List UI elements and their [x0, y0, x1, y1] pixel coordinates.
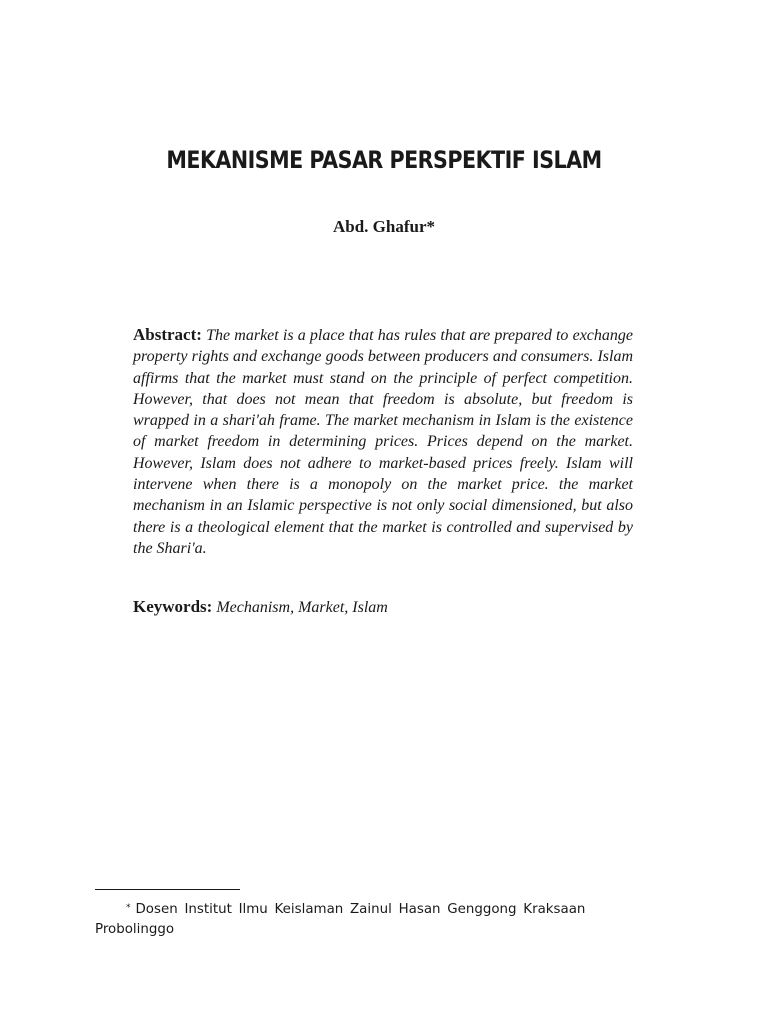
footnote-marker: * — [126, 903, 131, 913]
keywords-line — [133, 596, 633, 619]
footnote-text-line1: Dosen Institut Ilmu Keislaman Zainul Hasan Genggong Kraksaan — [135, 902, 586, 917]
footnote-text-line2: Probolinggo — [95, 922, 175, 937]
author-name: Abd. Ghafur* — [332, 217, 436, 236]
abstract-text: The market is a place that has rules that are prepared to exchange property rights and exchange goods between producers and consumers. Islam affirms that the market must stand on the principle of perfect competition. However, that does not mean that freedom is absolute, but freedom is wrapped in a shari'ah frame. The market mechanism in Islam is the existence of market freedom in determining prices. Prices depend on the market. However, Islam does not adhere to market-based prices freely. Islam will intervene when there is a monopoly on the market price. the market mechanism in an Islamic perspective is not only social dimensioned, but also there is a theological element that the market is controlled and supervised by the Shari'a. — [133, 327, 634, 557]
paper-title: MEKANISME PASAR PERSPEKTIF ISLAM — [166, 146, 602, 174]
footnote — [95, 900, 702, 940]
keywords-label: Keywords: — [133, 597, 213, 616]
keywords-text: Mechanism, Market, Islam — [216, 599, 388, 616]
abstract-paragraph — [133, 324, 633, 559]
footnote-divider — [95, 889, 240, 890]
abstract-label: Abstract: — [133, 325, 202, 344]
